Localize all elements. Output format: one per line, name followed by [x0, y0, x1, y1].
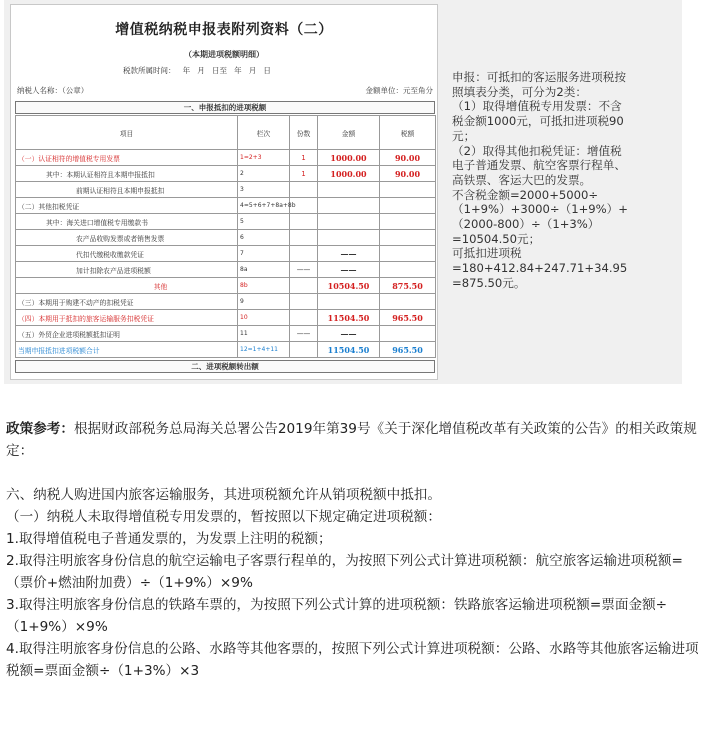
deduction-table — [15, 115, 436, 358]
note-line: （2）取得其他扣税凭证：增值税 — [452, 143, 622, 158]
cell-line: 8b — [238, 278, 290, 294]
note-line: （1）取得增值税专用发票：不含 — [452, 99, 622, 114]
cell-line: 5 — [238, 214, 290, 230]
cell-tax: 965.50 — [380, 342, 436, 358]
cell-line: 9 — [238, 294, 290, 310]
col-amount: 金额 — [318, 116, 380, 150]
cell-item: 代扣代缴税收缴款凭证 — [16, 246, 238, 262]
cell-item: （一）认证相符的增值税专用发票 — [16, 150, 238, 166]
note-line: 不含税金额=2000+5000÷ — [452, 187, 599, 202]
cell-tax — [380, 246, 436, 262]
cell-amount — [318, 230, 380, 246]
cell-tax — [380, 262, 436, 278]
tax-period: 税款所属时间： 年 月 日至 年 月 日 — [123, 66, 271, 75]
policy-paragraph: 3.取得注明旅客身份信息的铁路车票的，为按照下列公式计算的进项税额：铁路旅客运输进项税额=票面金额÷（1+9%）×9% — [6, 597, 668, 635]
policy-paragraph: （一）纳税人未取得增值税专用发票的，暂按照以下规定确定进项税额： — [6, 509, 441, 525]
policy-label: 政策参考： — [6, 421, 74, 437]
form-subtitle: （本期进项税额明细） — [184, 50, 264, 59]
note-line: 元； — [452, 128, 476, 143]
cell-line: 8a — [238, 262, 290, 278]
cell-line: 2 — [238, 166, 290, 182]
cell-line: 6 — [238, 230, 290, 246]
note-line: =875.50元。 — [452, 275, 526, 290]
note-line: 照填表分类，可分为2类： — [452, 84, 587, 99]
cell-amount: —— — [318, 262, 380, 278]
cell-tax — [380, 326, 436, 342]
cell-item: （四）本期用于抵扣的旅客运输服务扣税凭证 — [16, 310, 238, 326]
table-row — [16, 198, 436, 214]
cell-amount: —— — [318, 326, 380, 342]
cell-count — [290, 230, 318, 246]
cell-count — [290, 246, 318, 262]
amount-unit: 金额单位：元至角分 — [365, 86, 433, 95]
cell-tax — [380, 182, 436, 198]
cell-count — [290, 214, 318, 230]
cell-item: （五）外贸企业进项税额抵扣证明 — [16, 326, 238, 342]
note-line: =180+412.84+247.71+34.95 — [452, 261, 628, 276]
cell-amount — [318, 182, 380, 198]
cell-amount: 10504.50 — [318, 278, 380, 294]
cell-amount: —— — [318, 246, 380, 262]
table-row — [16, 326, 436, 342]
cell-tax: 875.50 — [380, 278, 436, 294]
table-row — [16, 166, 436, 182]
cell-tax: 90.00 — [380, 166, 436, 182]
table-row — [16, 278, 436, 294]
cell-tax: 90.00 — [380, 150, 436, 166]
cell-amount: 1000.00 — [318, 166, 380, 182]
table-row — [16, 230, 436, 246]
cell-count — [290, 342, 318, 358]
cell-item: 其中：本期认证相符且本期申报抵扣 — [16, 166, 238, 182]
table-row — [16, 214, 436, 230]
cell-item: 加计扣除农产品进项税额 — [16, 262, 238, 278]
note-line: 电子普通发票、航空客票行程单、 — [452, 158, 626, 173]
policy-text: 根据财政部税务总局海关总署公告2019年第39号《关于深化增值税改革有关政策的公告》的相关政策规定： — [6, 421, 697, 459]
note-line: （2000-800）÷（1+3%） — [452, 217, 600, 232]
col-tax: 税额 — [380, 116, 436, 150]
note-line: 可抵扣进项税 — [452, 246, 522, 261]
cell-amount: 11504.50 — [318, 310, 380, 326]
table-header-row — [16, 116, 436, 150]
cell-item: 前期认证相符且本期申报抵扣 — [16, 182, 238, 198]
table-row — [16, 150, 436, 166]
cell-tax — [380, 198, 436, 214]
cell-item: 农产品收购发票或者销售发票 — [16, 230, 238, 246]
cell-item: 其他 — [16, 278, 238, 294]
cell-line: 7 — [238, 246, 290, 262]
calculation-note — [452, 70, 676, 291]
col-item: 项目 — [16, 116, 238, 150]
table-row — [16, 310, 436, 326]
policy-reference — [6, 418, 706, 462]
col-count: 份数 — [290, 116, 318, 150]
vat-form — [10, 4, 438, 380]
cell-count: 1 — [290, 150, 318, 166]
cell-count — [290, 278, 318, 294]
table-row — [16, 262, 436, 278]
note-line: 税金额1000元，可抵扣进项税90 — [452, 114, 624, 129]
cell-count — [290, 182, 318, 198]
cell-amount: 11504.50 — [318, 342, 380, 358]
policy-paragraph: 2.取得注明旅客身份信息的航空运输电子客票行程单的，为按照下列公式计算进项税额：航空旅客运输进项税额=（票价+燃油附加费）÷（1+9%）×9% — [6, 553, 683, 591]
form-title: 增值税纳税申报表附列资料（二） — [115, 22, 333, 38]
policy-paragraph: 4.取得注明旅客身份信息的公路、水路等其他客票的，按照下列公式计算进项税额：公路、水路等其他旅客运输进项税额=票面金额÷（1+3%）×3 — [6, 641, 699, 679]
screenshot-panel — [4, 0, 682, 384]
table-row — [16, 182, 436, 198]
note-line: 高铁票、客运大巴的发票。 — [452, 172, 592, 187]
taxpayer-name: 纳税人名称：（公章） — [17, 86, 89, 95]
col-line: 栏次 — [238, 116, 290, 150]
cell-count — [290, 310, 318, 326]
note-line: （1+9%）+3000÷（1+9%）+ — [452, 202, 628, 217]
section2-header: 二、进项税额转出额 — [15, 360, 435, 373]
cell-amount — [318, 214, 380, 230]
cell-tax — [380, 294, 436, 310]
cell-item: 其中：海关进口增值税专用缴款书 — [16, 214, 238, 230]
policy-paragraph: 六、纳税人购进国内旅客运输服务，其进项税额允许从销项税额中抵扣。 — [6, 487, 441, 503]
policy-paragraph: 1.取得增值税电子普通发票的，为发票上注明的税额； — [6, 531, 332, 547]
cell-tax — [380, 214, 436, 230]
cell-item: （三）本期用于购建不动产的扣税凭证 — [16, 294, 238, 310]
cell-line: 11 — [238, 326, 290, 342]
cell-count: 1 — [290, 166, 318, 182]
cell-item: 当期申报抵扣进项税额合计 — [16, 342, 238, 358]
cell-tax — [380, 230, 436, 246]
cell-amount — [318, 198, 380, 214]
cell-line: 10 — [238, 310, 290, 326]
note-line: =10504.50元； — [452, 231, 541, 246]
cell-line: 3 — [238, 182, 290, 198]
cell-amount — [318, 294, 380, 310]
cell-count: —— — [290, 262, 318, 278]
cell-line: 4=5+6+7+8a+8b — [238, 198, 290, 214]
cell-amount: 1000.00 — [318, 150, 380, 166]
note-line: 申报：可抵扣的客运服务进项税按 — [452, 70, 626, 84]
cell-tax: 965.50 — [380, 310, 436, 326]
table-row — [16, 294, 436, 310]
table-row — [16, 246, 436, 262]
section1-header: 一、申报抵扣的进项税额 — [15, 101, 435, 114]
policy-article — [6, 418, 706, 682]
table-row — [16, 342, 436, 358]
cell-count: —— — [290, 326, 318, 342]
cell-count — [290, 294, 318, 310]
cell-line: 12=1+4+11 — [238, 342, 290, 358]
cell-item: （二）其他扣税凭证 — [16, 198, 238, 214]
cell-line: 1=2+3 — [238, 150, 290, 166]
